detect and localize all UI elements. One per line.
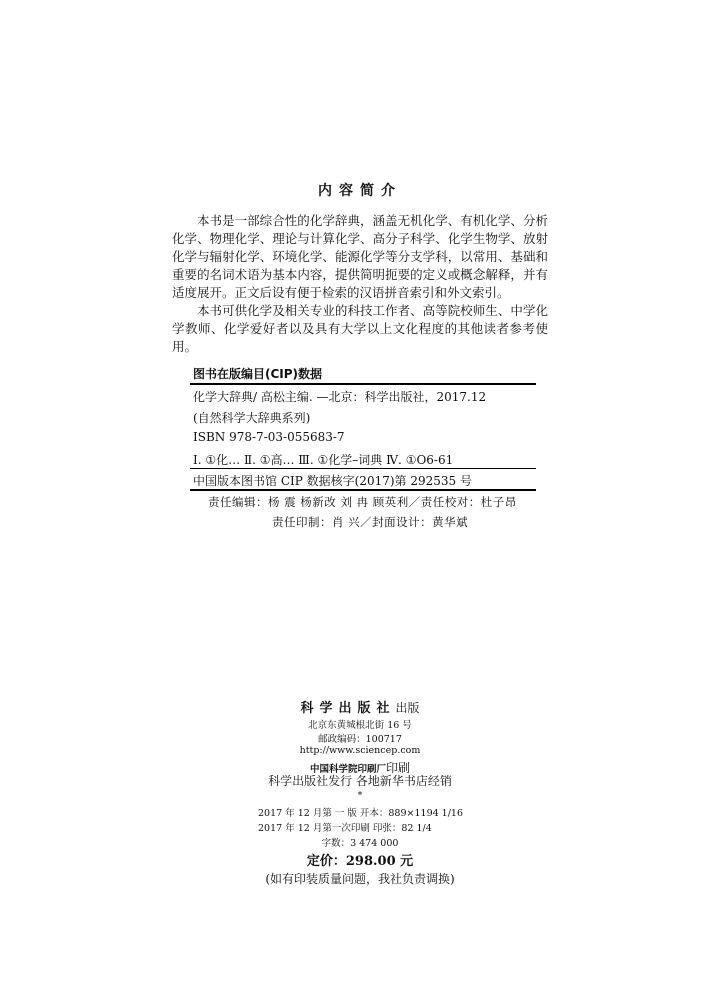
edition-line: 2017 年 12 月第 一 版 开本：889×1194 1/16 <box>258 808 464 819</box>
publisher-address: 北京东黄城根北街 16 号 <box>308 720 412 731</box>
publisher-url: http://www.sciencep.com <box>299 745 421 756</box>
publisher-line <box>0 697 720 716</box>
price: 定价：298.00 元 <box>306 854 414 869</box>
cip-line-isbn: ISBN 978-7-03-055683-7 <box>193 430 345 444</box>
summary-title: 内容简介 <box>318 183 402 199</box>
summary-paragraph-2: 本书可供化学及相关专业的科技工作者、高等院校师生、中学化学教师、化学爱好者以及具有大学以上文化程度的其他读者参考使用。 <box>172 303 548 354</box>
summary-body <box>172 212 548 356</box>
summary-paragraph-1: 本书是一部综合性的化学辞典，涵盖无机化学、有机化学、分析化学、物理化学、理论与计算化学、高分子科学、化学生物学、放射化学与辐射化学、环境化学、能源化学等分支学科，以常用、基础和重要的名词术语为基本内容，提供简明扼要的定义或概念解释，并有适度展开。正文后设有便于检索的汉语拼音索引和外文索引。 <box>172 213 548 300</box>
printer-name: 中国科学院印刷厂 <box>309 764 386 775</box>
cip-record-number: 中国版本图书馆 CIP 数据核字(2017)第 292535 号 <box>193 474 472 488</box>
word-count: 字数：3 474 000 <box>321 838 399 849</box>
cip-line-title: 化学大辞典/ 高松主编. —北京：科学出版社，2017.12 <box>193 390 487 404</box>
cip-line-classification: Ⅰ. ①化… Ⅱ. ①高… Ⅲ. ①化学–词典 Ⅳ. ①O6-61 <box>193 453 454 467</box>
cip-bottom-rule <box>190 489 536 491</box>
credits-editors: 责任编辑：杨 震 杨新改 刘 冉 顾英利／责任校对：杜子昂 <box>208 495 517 509</box>
quality-notice: (如有印装质量问题，我社负责调换) <box>265 872 455 886</box>
publisher-suffix: 出版 <box>395 701 420 715</box>
cip-top-rule <box>190 383 536 385</box>
printer-suffix: 印刷 <box>386 761 411 775</box>
cip-line-series: (自然科学大辞典系列) <box>193 411 311 425</box>
distribution-line: 科学出版社发行 各地新华书店经销 <box>268 774 452 788</box>
publisher-name: 科学出版社 <box>300 701 396 716</box>
cip-middle-rule <box>190 468 536 469</box>
credits-production: 责任印制：肖 兴／封面设计：黄华斌 <box>272 515 469 529</box>
publisher-postcode: 邮政编码：100717 <box>318 734 402 745</box>
printing-line: 2017 年 12 月第一次印刷 印张：82 1/4 <box>258 823 432 834</box>
colophon-separator: * <box>357 790 363 801</box>
cip-heading: 图书在版编目(CIP)数据 <box>193 367 323 381</box>
